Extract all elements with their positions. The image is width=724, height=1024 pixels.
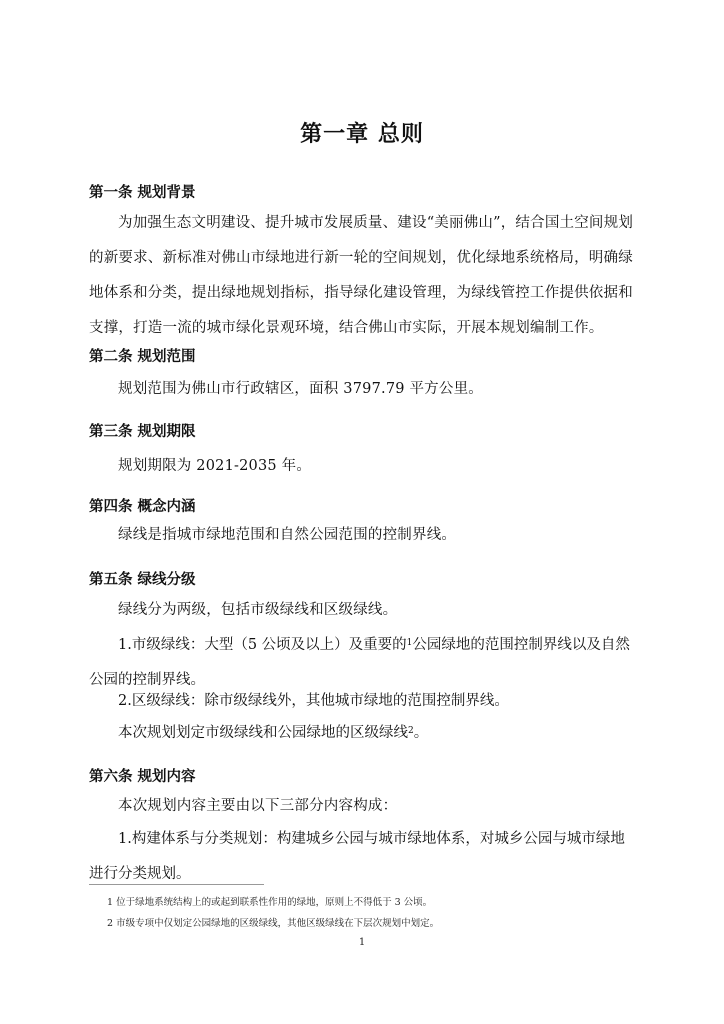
- article-paragraph-4: 绿线是指城市绿地范围和自然公园范围的控制界线。: [118, 527, 457, 543]
- article-heading-6: 第六条 规划内容: [89, 769, 196, 785]
- article-paragraph-5b: 本次规划划定市级绿线和公园绿地的区级绿线$^2$。: [118, 725, 429, 741]
- list-item-city-greenline: 1.市级绿线：大型（5 公顷及以上）及重要的$^1$公园绿地的范围控制界线以及自然公园的控制界线。: [89, 637, 630, 688]
- list-item-system-planning: 1.构建体系与分类规划：构建城乡公园与城市绿地体系，对城乡公园与城市绿地进行分类规划。: [89, 831, 625, 882]
- article-paragraph-1: 为加强生态文明建设、提升城市发展质量、建设“美丽佛山”，结合国土空间规划的新要求、新标准对佛山市绿地进行新一轮的空间规划，优化绿地系统格局，明确绿地体系和分类，提出绿地规划指标，指导绿化建设管理，为绿线管控工作提供依据和支撑，打造一流的城市绿化景观环境，结合佛山市实际，开展本规划编制工作。: [89, 215, 634, 336]
- article-paragraph-3: 规划期限为 2021-2035 年。: [118, 458, 312, 474]
- article-heading-1: 第一条 规划背景: [89, 185, 196, 201]
- article-paragraph-6: 本次规划内容主要由以下三部分内容构成：: [118, 798, 398, 814]
- article-heading-3: 第三条 规划期限: [89, 424, 196, 440]
- chapter-title: 第一章 总则: [300, 122, 424, 147]
- footnote-ref-1[interactable]: 1: [406, 638, 413, 648]
- footnote-2: 2 市级专项中仅划定公园绿地的区级绿线，其他区级绿线在下层次规划中划定。: [107, 918, 440, 929]
- article-heading-2: 第二条 规划范围: [89, 349, 196, 365]
- article-paragraph-2: 规划范围为佛山市行政辖区，面积 3797.79 平方公里。: [118, 381, 483, 397]
- article-heading-5: 第五条 绿线分级: [89, 572, 196, 588]
- article-paragraph-5: 绿线分为两级，包括市级绿线和区级绿线。: [118, 602, 398, 618]
- page-number: 1: [358, 937, 366, 948]
- footnote-1: 1 位于绿地系统结构上的或起到联系性作用的绿地，原则上不得低于 3 公顷。: [107, 897, 433, 908]
- footnote-divider: [89, 884, 264, 885]
- list-item-district-greenline: 2.区级绿线：除市级绿线外，其他城市绿地的范围控制界线。: [118, 693, 509, 709]
- footnote-ref-2[interactable]: 2: [408, 726, 414, 736]
- article-heading-4: 第四条 概念内涵: [89, 499, 196, 515]
